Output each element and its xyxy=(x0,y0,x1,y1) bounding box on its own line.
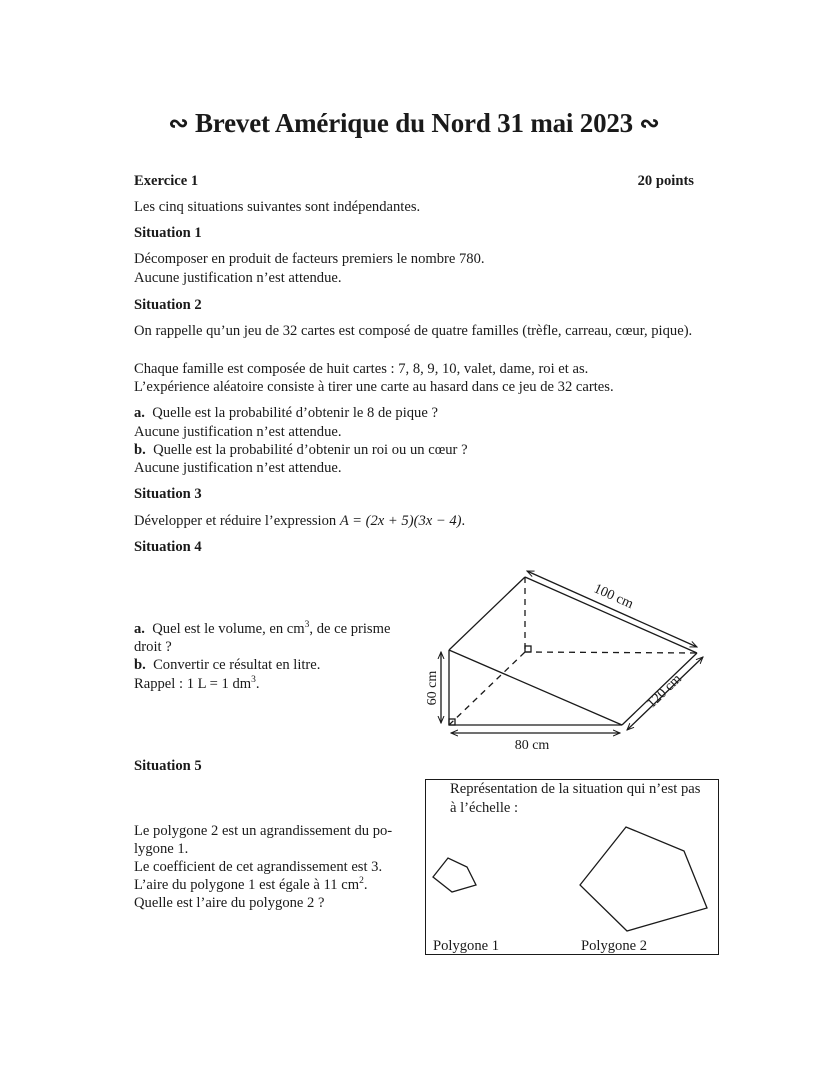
situation5-line: Le polygone 2 est un agrandissement du po- xyxy=(134,823,393,839)
label-100cm: 100 cm xyxy=(591,581,636,613)
reminder-text: Rappel : 1 L = 1 dm xyxy=(134,676,252,692)
polygon-1-shape xyxy=(433,858,476,892)
situation1-line: Aucune justification n’est attendue. xyxy=(134,270,342,286)
situation2-line: Chaque famille est composée de huit cartes : 7, 8, 9, 10, valet, dame, roi et as. xyxy=(134,361,589,377)
question-marker: b. xyxy=(134,442,146,458)
area-text: L’aire du polygone 1 est égale à 11 cm xyxy=(134,877,360,893)
situation1-heading: Situation 1 xyxy=(134,225,202,241)
period: . xyxy=(461,513,466,529)
label-80cm: 80 cm xyxy=(514,738,550,753)
figure-caption: Représentation de la situation qui n’est pas xyxy=(450,781,701,797)
fleuron-right-icon: ∾ xyxy=(639,111,660,137)
polygon-2-shape xyxy=(580,827,707,931)
fleuron-left-icon: ∾ xyxy=(168,111,189,137)
situation4-question-a-cont: droit ? xyxy=(134,639,172,655)
situation2-note: Aucune justification n’est attendue. xyxy=(134,424,342,440)
figure-caption: à l’échelle : xyxy=(450,800,519,816)
question-marker: a. xyxy=(134,621,145,637)
situation2-paragraph: On rappelle qu’un jeu de 32 cartes est composé de quatre familles (trèfle, carreau, cœur, pique). xyxy=(134,323,693,339)
question-text: Quelle est la probabilité d’obtenir le 8 de pique ? xyxy=(152,405,438,421)
situation3-instruction: Développer et réduire l’expression xyxy=(134,513,340,529)
title-text: Brevet Amérique du Nord 31 mai 2023 xyxy=(195,108,633,138)
exercise-label: Exercice 1 xyxy=(134,173,199,189)
polygon-1-label: Polygone 1 xyxy=(433,938,500,954)
question-text: Convertir ce résultat en litre. xyxy=(153,657,321,673)
situation2-line: L’expérience aléatoire consiste à tirer une carte au hasard dans ce jeu de 32 cartes. xyxy=(134,379,614,395)
situation3-heading: Situation 3 xyxy=(134,486,202,502)
polygon-2-label: Polygone 2 xyxy=(581,938,648,954)
label-60cm: 60 cm xyxy=(425,670,440,706)
exponent: 3 xyxy=(304,620,310,630)
situation5-heading: Situation 5 xyxy=(134,758,202,774)
question-marker: b. xyxy=(134,657,146,673)
period: . xyxy=(255,676,260,692)
situation5-question: Quelle est l’aire du polygone 2 ? xyxy=(134,895,325,911)
question-marker: a. xyxy=(134,405,145,421)
exponent: 2 xyxy=(359,876,364,886)
exponent: 3 xyxy=(251,675,256,685)
exercise-points: 20 points xyxy=(637,173,694,189)
question-text: Quel est le volume, en cm xyxy=(152,621,305,637)
situation2-note: Aucune justification n’est attendue. xyxy=(134,460,342,476)
period: . xyxy=(363,877,368,893)
math-expression: A = (2x + 5)(3x − 4) xyxy=(339,513,462,529)
situation4-heading: Situation 4 xyxy=(134,539,202,555)
situation5-line: lygone 1. xyxy=(134,841,189,857)
label-120cm: 120 cm xyxy=(644,671,685,712)
exercise-intro: Les cinq situations suivantes sont indépendantes. xyxy=(134,199,421,215)
question-text: Quelle est la probabilité d’obtenir un roi ou un cœur ? xyxy=(153,442,468,458)
situation1-line: Décomposer en produit de facteurs premiers le nombre 780. xyxy=(134,251,485,267)
question-text: , de ce prisme xyxy=(309,621,391,637)
situation5-line: Le coefficient de cet agrandissement est 3. xyxy=(134,859,383,875)
situation2-heading: Situation 2 xyxy=(134,297,202,313)
